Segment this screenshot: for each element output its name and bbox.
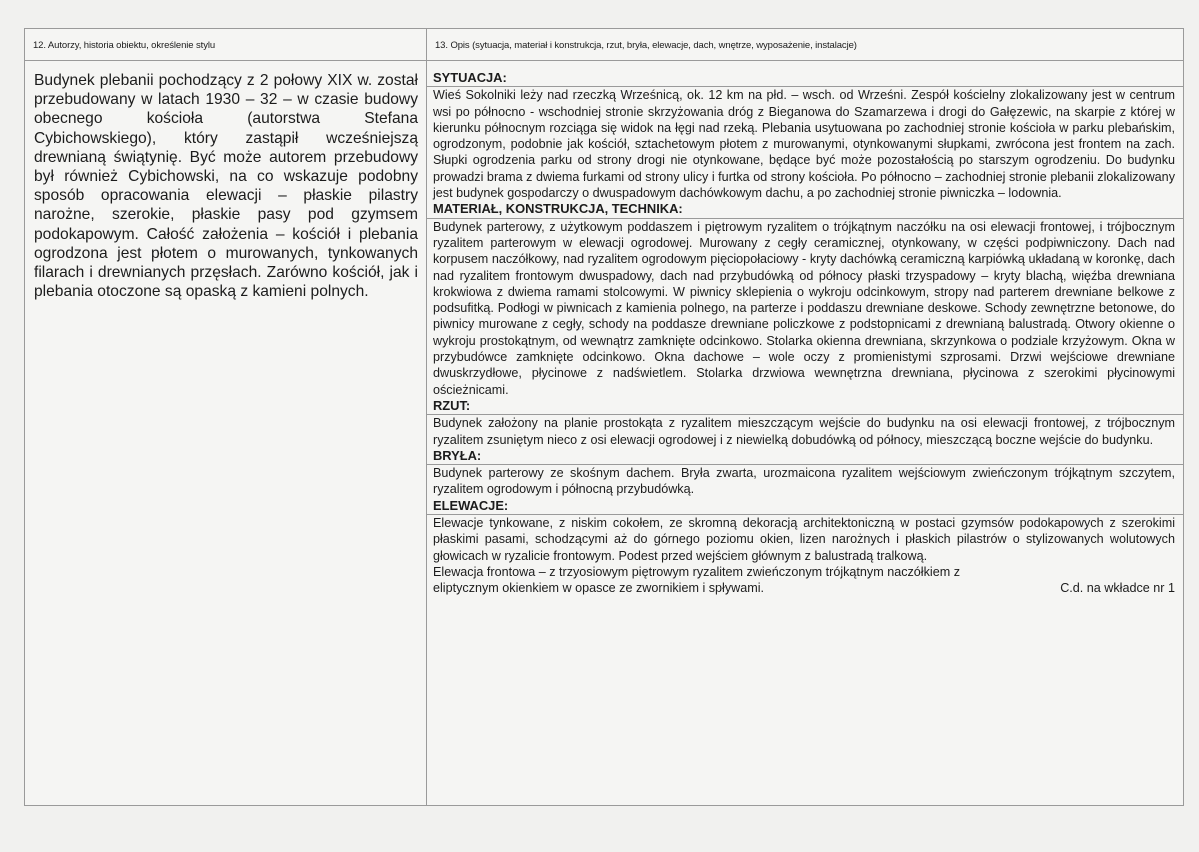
section-title-rzut: RZUT: (427, 398, 1183, 415)
closing-line (433, 580, 1175, 596)
section-title-bryla: BRYŁA: (427, 448, 1183, 465)
section-text-elewacja-frontowa: Elewacja frontowa – z trzyosiowym piętrowym ryzalitem zwieńczonym trójkątnym naczółkiem z (433, 564, 960, 579)
section-text-elewacje: Elewacje tynkowane, z niskim cokołem, ze skromną dekoracją architektoniczną w postaci gzymsów podokapowych z szerokimi płaskimi pasami, schodzącymi aż do górnego poziomu okien, lizen narożnych i płaskich pilastrów o stylizowanych wolutowych głowicach w ryzalicie frontowym. Podest przed wejściem głównym z balustradą tralkową. (433, 516, 1175, 563)
section-title-sytuacja: SYTUACJA: (427, 70, 1183, 87)
section-text-sytuacja: Wieś Sokolniki leży nad rzeczką Wrześnicą, ok. 12 km na płd. – wsch. od Wrześni. Zespół kościelny zlokalizowany jest w centrum wsi po północno - wschodniej stronie skrzyżowania dróg z Bieganowa do Szamarzewa i drogi do Gałęzewic, na skarpie z której w kierunku północnym rozciąga się widok na łęgi nad rzeką. Plebania usytuowana po zachodniej stronie kościoła w parku plebańskim, ogrodzonym, podobnie jak kościół, sztachetowym płotem z murowanymi, otynkowanymi słupkami, zwrócona jest frontem na zach. Słupki ogrodzenia parku od strony drogi nie otynkowane, będące być może pozostałością po starszym ogrodzeniu. Do budynku prowadzi brama z dwiema furkami od strony ulicy i furtka od strony kościoła. Po północno – zachodniej stronie plebanii zlokalizowany jest budynek gospodarczy o dwuspadowym dachówkowym dachu, a po zachodniej stronie piwniczka – lodownia. (433, 88, 1175, 201)
section-title-material: MATERIAŁ, KONSTRUKCJA, TECHNIKA: (427, 201, 1183, 218)
section-text-bryla: Budynek parterowy ze skośnym dachem. Bryła zwarta, urozmaicona ryzalitem wejściowym zwieńczonym trójkątnym szczytem, ryzalitem ogrodowym i północną przybudówką. (433, 466, 1175, 497)
continuation-note: C.d. na wkładce nr 1 (1060, 581, 1175, 596)
description-body (427, 61, 1183, 597)
description-header: 13. Opis (sytuacja, materiał i konstrukcja, rzut, bryła, elewacje, dach, wnętrze, wyposażenie, instalacje) (427, 29, 1183, 61)
authors-history-text: Budynek plebanii pochodzący z 2 połowy XIX w. został przebudowany w latach 1930 – 32 – w czasie budowy obecnego kościoła (autorstwa Stefana Cybichowskiego), który zastąpił wcześniejszą drewnianą świątynię. Być może autorem przebudowy był również Cybichowski, na co wskazuje podobny sposób opracowania elewacji – płaskie pilastry narożne, szerokie, płaskie pasy pod gzymsem podokapowym. Całość założenia – kościół i plebania ogrodzona jest płotem o murowanych, tynkowanych filarach i drewnianych przęsłach. Zarówno kościół, jak i plebania otoczone są opaską z kamieni polnych. (34, 72, 418, 301)
authors-history-header: 12. Autorzy, historia obiektu, określenie stylu (25, 29, 426, 61)
section-title-elewacje: ELEWACJE: (427, 498, 1183, 515)
description-column (427, 29, 1183, 805)
section-text-rzut: Budynek założony na planie prostokąta z ryzalitem mieszczącym wejście do budynku na osi elewacji frontowej, z trójbocznym ryzalitem zsuniętym nieco z osi elewacji ogrodowej i z niewielką dobudówką od północy, mieszczącą boczne wejście do budynku. (433, 416, 1175, 447)
section-text-elewacja-frontowa-end: eliptycznym okienkiem w opasce ze zwornikiem i spływami. (433, 581, 765, 596)
document-sheet (24, 28, 1184, 806)
authors-history-column (25, 29, 427, 805)
section-text-material: Budynek parterowy, z użytkowym poddaszem i piętrowym ryzalitem o trójkątnym naczółku na osi elewacji frontowej, i trójbocznym ryzalitem parterowym w elewacji ogrodowej. Murowany z cegły ceramicznej, otynkowany, w części podpiwniczony. Dach nad korpusem naczółkowy, nad ryzalitem ogrodowym pięciopołaciowy - kryty dachówką ceramiczną karpiówką układaną w koronkę, dach nad ryzalitem frontowym dwuspadowy, dach nad przybudówką od północy płaski trzyspadowy – kryty blachą, więźba drewniana krokwiowa z dwiema ramami stolcowymi. W piwnicy sklepienia o wykroju odcinkowym, stropy nad parterem drewniane belkowe z podsufitką. Podłogi w piwnicach z kamienia polnego, na parterze i poddaszu drewniane deskowe. Schody zewnętrzne betonowe, do piwnicy murowane z cegły, schody na poddasze drewniane policzkowe z podstopnicami z drewnianą balustradą. Otwory okienne o wykroju prostokątnym, od wewnątrz zamknięte odcinkowo. Stolarka okienna drewniana, skrzynkowa o podziale krzyżowym. Okna w przybudówce zamknięte odcinkowo. Okna dachowe – wole oczy z promienistymi szprosami. Drzwi wejściowe drewniane dwuskrzydłowe, płycinowe z nadświetlem. Stolarka drzwiowa wewnętrzna drewniana, płycinowa z szerokimi płycinowymi ościeżnicami. (433, 219, 1175, 397)
